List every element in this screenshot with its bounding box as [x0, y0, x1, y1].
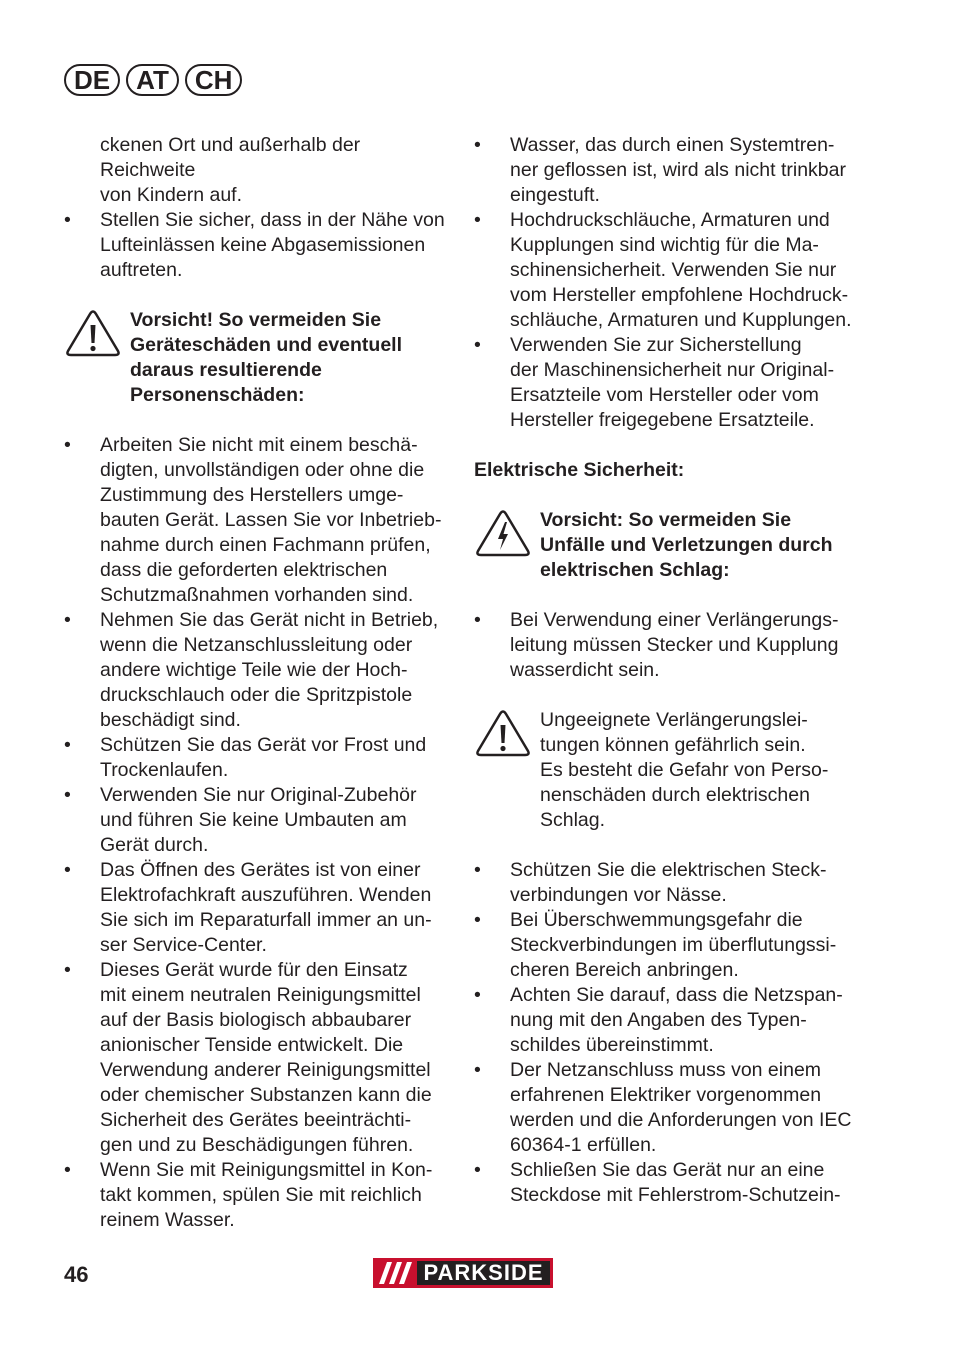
left-column — [64, 133, 456, 1233]
bullet-text — [100, 433, 456, 608]
text-line: bauten Gerät. Lassen Sie vor Inbetrieb- — [100, 509, 442, 531]
bullet-item — [64, 858, 456, 958]
text-line: auf der Basis biologisch abbaubarer — [100, 1009, 412, 1031]
bullet-text — [510, 208, 866, 333]
text-line: Vorsicht: So vermeiden Sie — [540, 509, 792, 531]
text-line: schildes übereinstimmt. — [510, 1034, 714, 1056]
text-line: Geräteschäden und eventuell — [130, 334, 403, 356]
bullet-dot: • — [64, 859, 71, 881]
bullet-item — [64, 608, 456, 733]
bullet-text — [510, 608, 866, 683]
text-line: Hersteller freigegebene Ersatzteile. — [510, 409, 815, 431]
text-line: Sicherheit des Gerätes beeinträchti- — [100, 1109, 412, 1131]
text-line: Es besteht die Gefahr von Perso- — [540, 759, 829, 781]
bullet-dot: • — [64, 959, 71, 981]
bullet-dot: • — [64, 734, 71, 756]
bullet-text — [510, 1058, 866, 1158]
bullet-list — [64, 433, 456, 1233]
text-line: oder chemischer Substanzen kann die — [100, 1084, 432, 1106]
text-line: Steckverbindungen im überflutungssi- — [510, 934, 837, 956]
text-line: beschädigt sind. — [100, 709, 241, 731]
text-line: Schützen Sie die elektrischen Steck- — [510, 859, 827, 881]
bullet-item — [64, 208, 456, 283]
text-line: Bei Verwendung einer Verlängerungs- — [510, 609, 839, 631]
bullet-item — [474, 1158, 866, 1208]
text-line: nung mit den Angaben des Typen- — [510, 1009, 807, 1031]
bullet-text — [100, 858, 456, 958]
text-line: von Kindern auf. — [100, 184, 243, 206]
warning-text — [540, 708, 828, 833]
text-line: Gerät durch. — [100, 834, 209, 856]
text-line: mit einem neutralen Reinigungsmittel — [100, 984, 421, 1006]
electric-hazard-icon — [474, 508, 532, 558]
bullet-dot: • — [64, 1159, 71, 1181]
text-line: daraus resultierende — [130, 359, 322, 381]
text-line: werden und die Anforderungen von IEC — [510, 1109, 852, 1131]
bullet-dot: • — [474, 134, 481, 156]
text-line: Achten Sie darauf, dass die Netzspan- — [510, 984, 843, 1006]
bullet-item — [474, 608, 866, 683]
bullet-text — [510, 133, 866, 208]
text-line: schläuche, Armaturen und Kupplungen. — [510, 309, 852, 331]
bullet-text — [510, 333, 866, 433]
bullet-dot: • — [474, 209, 481, 231]
bullet-text — [100, 208, 456, 283]
text-line: Schlag. — [540, 809, 606, 831]
bullet-dot: • — [64, 784, 71, 806]
text-line: Dieses Gerät wurde für den Einsatz — [100, 959, 408, 981]
text-line: nahme durch einen Fachmann prüfen, — [100, 534, 431, 556]
text-line: Personenschäden: — [130, 384, 305, 406]
badge-at: AT — [126, 64, 179, 96]
text-line: Ungeeignete Verlängerungslei- — [540, 709, 808, 731]
text-line: der Maschinensicherheit nur Original- — [510, 359, 835, 381]
bullet-dot: • — [474, 859, 481, 881]
continued-text — [64, 133, 456, 208]
text-line: Stellen Sie sicher, dass in der Nähe von — [100, 209, 445, 231]
text-line: anionischer Tenside entwickelt. Die — [100, 1034, 404, 1056]
text-line: Bei Überschwemmungsgefahr die — [510, 909, 803, 931]
bullet-item — [64, 433, 456, 608]
bullet-text — [510, 858, 866, 908]
bullet-item — [474, 133, 866, 208]
text-line: Schützen Sie das Gerät vor Frost und — [100, 734, 427, 756]
bullet-item — [474, 983, 866, 1058]
bullet-dot: • — [64, 209, 71, 231]
badge-ch: CH — [185, 64, 243, 96]
bullet-dot: • — [474, 334, 481, 356]
text-line: Elektrofachkraft auszuführen. Wenden — [100, 884, 432, 906]
bullet-item — [64, 733, 456, 783]
text-line: Steckdose mit Fehlerstrom-Schutzein- — [510, 1184, 841, 1206]
parkside-logo — [373, 1258, 553, 1288]
text-line: vom Hersteller empfohlene Hochdruck- — [510, 284, 849, 306]
text-line: wasserdicht sein. — [510, 659, 660, 681]
text-line: Wasser, das durch einen Systemtren- — [510, 134, 835, 156]
bullet-text — [510, 1158, 866, 1208]
warning-triangle-icon — [64, 308, 122, 358]
text-line: Sie sich im Reparaturfall immer an un- — [100, 909, 432, 931]
text-line: Ersatzteile vom Hersteller oder vom — [510, 384, 819, 406]
bullet-dot: • — [474, 1059, 481, 1081]
bullet-item — [474, 1058, 866, 1158]
bullet-item — [64, 1158, 456, 1233]
badge-de: DE — [64, 64, 120, 96]
warning-note — [474, 708, 866, 833]
bullet-text — [510, 983, 866, 1058]
text-line: Lufteinlässen keine Abgasemissionen — [100, 234, 426, 256]
bullet-text — [100, 783, 456, 858]
bullet-item — [474, 333, 866, 433]
text-line: Kupplungen sind wichtig für die Ma- — [510, 234, 819, 256]
text-line: reinem Wasser. — [100, 1209, 235, 1231]
bullet-dot: • — [474, 984, 481, 1006]
brand-name: PARKSIDE — [417, 1261, 550, 1285]
text-line: digten, unvollständigen oder ohne die — [100, 459, 425, 481]
bullet-item — [474, 208, 866, 333]
warning-electric — [474, 508, 866, 583]
bullet-list-top — [474, 133, 866, 433]
bullet-item — [64, 958, 456, 1158]
bullet-item — [474, 858, 866, 908]
text-line: auftreten. — [100, 259, 183, 281]
bullet-text — [100, 733, 456, 783]
text-line: und führen Sie keine Umbauten am — [100, 809, 407, 831]
text-line: 60364-1 erfüllen. — [510, 1134, 657, 1156]
text-line: Schließen Sie das Gerät nur an eine — [510, 1159, 825, 1181]
text-line: Hochdruckschläuche, Armaturen und — [510, 209, 830, 231]
text-line: gen und zu Beschädigungen führen. — [100, 1134, 414, 1156]
bullet-dot: • — [474, 909, 481, 931]
text-line: Verwenden Sie nur Original-Zubehör — [100, 784, 417, 806]
text-line: tungen können gefährlich sein. — [540, 734, 806, 756]
text-line: cheren Bereich anbringen. — [510, 959, 739, 981]
bullet-text — [510, 908, 866, 983]
text-line: Verwendung anderer Reinigungsmittel — [100, 1059, 431, 1081]
bullet-text — [100, 1158, 456, 1233]
bullet-text — [100, 958, 456, 1158]
text-line: verbindungen vor Nässe. — [510, 884, 727, 906]
warning-caution — [64, 308, 456, 408]
text-line: Verwenden Sie zur Sicherstellung — [510, 334, 802, 356]
bullet-dot: • — [474, 1159, 481, 1181]
bullet-list-bottom — [474, 858, 866, 1208]
text-line: nenschäden durch elektrischen — [540, 784, 810, 806]
logo-stripes-icon — [373, 1258, 417, 1288]
text-line: erfahrenen Elektriker vorgenommen — [510, 1084, 822, 1106]
warning-triangle-icon — [474, 708, 532, 758]
text-line: ser Service-Center. — [100, 934, 267, 956]
text-line: Trockenlaufen. — [100, 759, 229, 781]
text-line: elektrischen Schlag: — [540, 559, 730, 581]
text-line: Unfälle und Verletzungen durch — [540, 534, 833, 556]
warning-text — [540, 508, 833, 583]
text-line: Nehmen Sie das Gerät nicht in Betrieb, — [100, 609, 439, 631]
text-line: andere wichtige Teile wie der Hoch- — [100, 659, 408, 681]
text-line: schinensicherheit. Verwenden Sie nur — [510, 259, 837, 281]
text-line: ner geflossen ist, wird als nicht trinkbar — [510, 159, 846, 181]
text-line: dass die geforderten elektrischen — [100, 559, 388, 581]
text-line: druckschlauch oder die Spritzpistole — [100, 684, 413, 706]
text-line: takt kommen, spülen Sie mit reichlich — [100, 1184, 422, 1206]
bullet-dot: • — [64, 609, 71, 631]
text-line: wenn die Netzanschlussleitung oder — [100, 634, 413, 656]
bullet-item — [474, 908, 866, 983]
page-number: 46 — [64, 1262, 89, 1287]
text-line: leitung müssen Stecker und Kupplung — [510, 634, 839, 656]
bullet-text — [100, 608, 456, 733]
text-line: ckenen Ort und außerhalb der Reichweite — [100, 134, 361, 181]
section-heading: Elektrische Sicherheit: — [474, 459, 685, 481]
bullet-dot: • — [474, 609, 481, 631]
text-line: Das Öffnen des Gerätes ist von einer — [100, 859, 421, 881]
bullet-item — [64, 783, 456, 858]
text-line: Wenn Sie mit Reinigungsmittel in Kon- — [100, 1159, 433, 1181]
text-line: eingestuft. — [510, 184, 600, 206]
text-line: Arbeiten Sie nicht mit einem beschä- — [100, 434, 418, 456]
text-line: Schutzmaßnahmen vorhanden sind. — [100, 584, 414, 606]
text-line: Vorsicht! So vermeiden Sie — [130, 309, 382, 331]
country-badges — [64, 64, 242, 96]
right-column — [474, 133, 866, 1208]
text-line: Zustimmung des Herstellers umge- — [100, 484, 404, 506]
text-line: Der Netzanschluss muss von einem — [510, 1059, 822, 1081]
warning-text — [130, 308, 402, 408]
bullet-dot: • — [64, 434, 71, 456]
